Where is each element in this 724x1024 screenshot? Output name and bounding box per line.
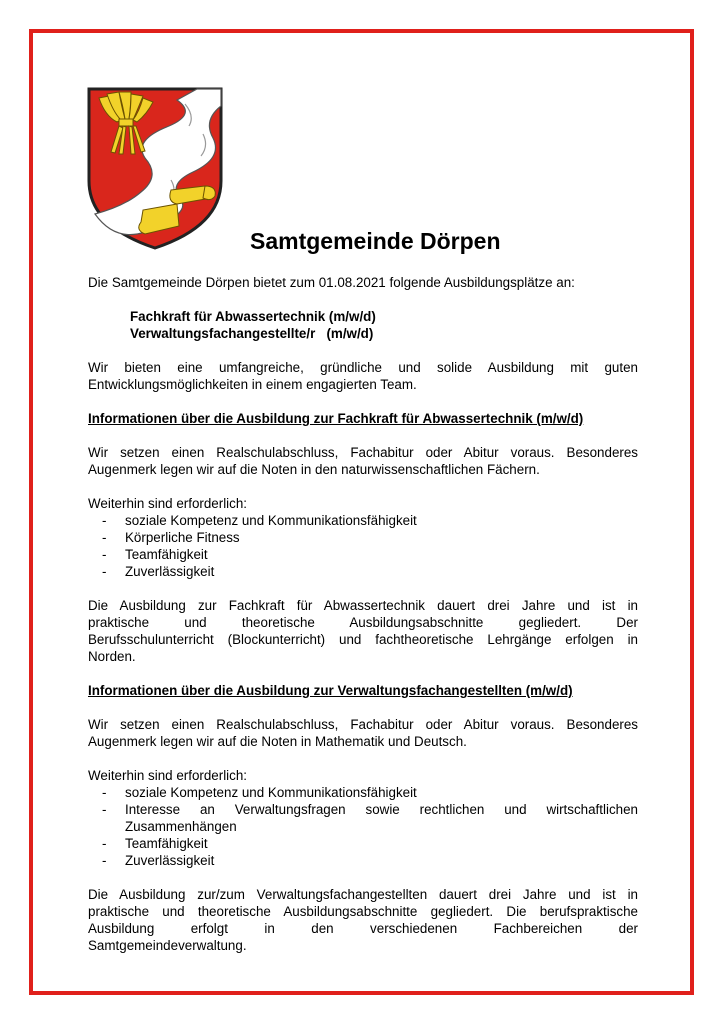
- position-item: Verwaltungsfachangestellte/r (m/w/d): [130, 326, 374, 341]
- duration-line: Die Ausbildung zur/zum Verwaltungsfachangestellten dauert drei Jahre und ist in: [88, 887, 638, 902]
- duration-line: Berufsschulunterricht (Blockunterricht) und fachtheoretische Lehrgänge erfolgen in: [88, 632, 638, 647]
- list-item: - soziale Kompetenz und Kommunikationsfähigkeit: [88, 512, 638, 529]
- duration-line: Ausbildung erfolgt in den verschiedenen Fachbereichen der: [88, 921, 638, 936]
- offer-line: Wir bieten eine umfangreiche, gründliche und solide Ausbildung mit guten: [88, 360, 638, 375]
- requirements-list: [88, 784, 638, 869]
- duration-line: Die Ausbildung zur Fachkraft für Abwassertechnik dauert drei Jahre und ist in: [88, 598, 638, 613]
- intro-text: Die Samtgemeinde Dörpen bietet zum 01.08.2021 folgende Ausbildungsplätze an:: [88, 275, 575, 290]
- list-item-continuation: Zusammenhängen: [125, 819, 237, 834]
- duration-line: Samtgemeindeverwaltung.: [88, 938, 247, 953]
- duration-line: praktische und theoretische Ausbildungsabschnitte gegliedert. Die berufspraktische: [88, 904, 638, 919]
- requirements-line: Wir setzen einen Realschulabschluss, Fachabitur oder Abitur voraus. Besonderes: [88, 717, 638, 732]
- page-title: Samtgemeinde Dörpen: [250, 228, 501, 254]
- section-heading-verwaltung: Informationen über die Ausbildung zur Verwaltungsfachangestellten (m/w/d): [88, 683, 573, 698]
- coat-of-arms-icon: [85, 86, 225, 251]
- requirements-line: Wir setzen einen Realschulabschluss, Fachabitur oder Abitur voraus. Besonderes: [88, 445, 638, 460]
- list-item: - Teamfähigkeit: [88, 546, 638, 563]
- document-body: [88, 274, 638, 954]
- requirements-line: Augenmerk legen wir auf die Noten in den naturwissenschaftlichen Fächern.: [88, 462, 540, 477]
- list-item: - Körperliche Fitness: [88, 529, 638, 546]
- section-heading-abwasser: Informationen über die Ausbildung zur Fachkraft für Abwassertechnik (m/w/d): [88, 411, 584, 426]
- list-item: - Zuverlässigkeit: [88, 852, 638, 869]
- position-item: Fachkraft für Abwassertechnik (m/w/d): [130, 309, 376, 324]
- positions-list: [88, 308, 638, 342]
- list-item: - Zuverlässigkeit: [88, 563, 638, 580]
- requirements-line: Augenmerk legen wir auf die Noten in Mathematik und Deutsch.: [88, 734, 467, 749]
- list-item: - Teamfähigkeit: [88, 835, 638, 852]
- duration-line: Norden.: [88, 649, 136, 664]
- offer-line: Entwicklungsmöglichkeiten in einem engagierten Team.: [88, 377, 417, 392]
- list-item: - soziale Kompetenz und Kommunikationsfähigkeit: [88, 784, 638, 801]
- duration-line: praktische und theoretische Ausbildungsabschnitte gegliedert. Der: [88, 615, 638, 630]
- list-item: - Interesse an Verwaltungsfragen sowie rechtlichen und wirtschaftlichen: [88, 801, 638, 818]
- further-label: Weiterhin sind erforderlich:: [88, 768, 248, 783]
- requirements-list: [88, 512, 638, 580]
- further-label: Weiterhin sind erforderlich:: [88, 496, 248, 511]
